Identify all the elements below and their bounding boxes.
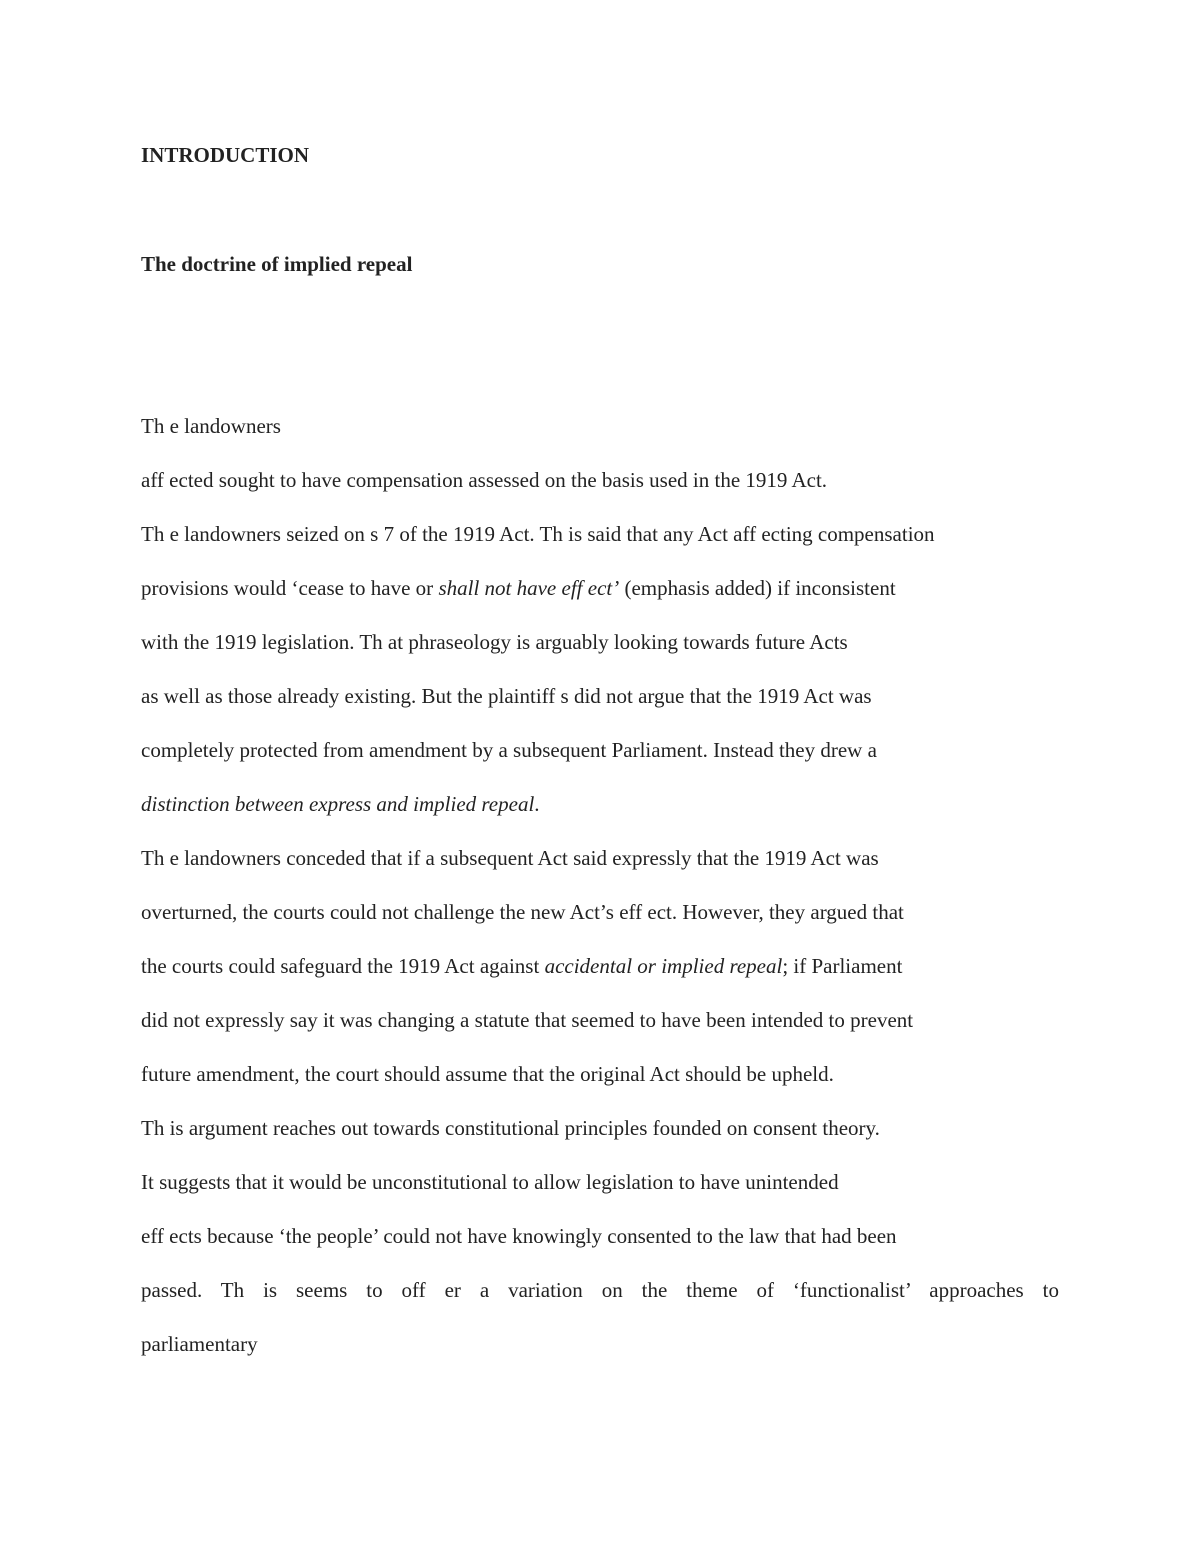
text-run: the courts could safeguard the 1919 Act against bbox=[141, 954, 545, 978]
text-line bbox=[141, 521, 935, 547]
text-run: aff ected sought to have compensation assessed on the basis used in the 1919 Act. bbox=[141, 468, 828, 492]
text-line bbox=[141, 791, 540, 817]
text-run: parliamentary bbox=[141, 1332, 258, 1356]
text-line bbox=[141, 845, 879, 871]
text-line bbox=[141, 575, 896, 601]
text-run: Th e landowners bbox=[141, 414, 281, 438]
text-line bbox=[141, 737, 877, 763]
text-line bbox=[141, 1169, 839, 1195]
emphasized-text: distinction between express and implied repeal bbox=[141, 792, 535, 816]
text-run: provisions would ‘cease to have or bbox=[141, 576, 439, 600]
text-run: It suggests that it would be unconstitutional to allow legislation to have unintended bbox=[141, 1170, 839, 1194]
text-run: eff ects because ‘the people’ could not have knowingly consented to the law that had been bbox=[141, 1224, 897, 1248]
text-run: as well as those already existing. But the plaintiff s did not argue that the 1919 Act was bbox=[141, 684, 872, 708]
text-line bbox=[141, 413, 281, 439]
text-line bbox=[141, 1223, 897, 1249]
section-heading: The doctrine of implied repeal bbox=[141, 252, 413, 276]
text-line bbox=[141, 467, 827, 493]
text-line bbox=[141, 1277, 1059, 1303]
text-line bbox=[141, 629, 848, 655]
text-line bbox=[141, 1331, 258, 1357]
emphasized-text: shall not have eff ect’ bbox=[438, 576, 620, 600]
text-run: Th e landowners conceded that if a subsequent Act said expressly that the 1919 Act was bbox=[141, 846, 879, 870]
text-run: Th is argument reaches out towards constitutional principles founded on consent theory. bbox=[141, 1116, 880, 1140]
text-line bbox=[141, 1115, 880, 1141]
text-line bbox=[141, 953, 902, 979]
text-run: with the 1919 legislation. Th at phraseology is arguably looking towards future Acts bbox=[141, 630, 848, 654]
text-run: future amendment, the court should assume that the original Act should be upheld. bbox=[141, 1062, 834, 1086]
page-title: INTRODUCTION bbox=[141, 143, 310, 167]
text-line bbox=[141, 1007, 913, 1033]
text-line bbox=[141, 683, 872, 709]
text-run: overturned, the courts could not challenge the new Act’s eff ect. However, they argued that bbox=[141, 900, 904, 924]
text-run: Th e landowners seized on s 7 of the 1919 Act. Th is said that any Act aff ecting compensation bbox=[141, 522, 935, 546]
text-line bbox=[141, 899, 904, 925]
text-run: . bbox=[534, 792, 540, 816]
text-run: completely protected from amendment by a subsequent Parliament. Instead they drew a bbox=[141, 738, 877, 762]
emphasized-text: accidental or implied repeal bbox=[544, 954, 783, 978]
text-line bbox=[141, 1061, 834, 1087]
text-run: ; if Parliament bbox=[782, 954, 903, 978]
text-run: (emphasis added) if inconsistent bbox=[619, 576, 896, 600]
text-run: did not expressly say it was changing a statute that seemed to have been intended to prevent bbox=[141, 1008, 914, 1032]
text-run: passed. Th is seems to off er a variation on the theme of ‘functionalist’ approaches to bbox=[141, 1278, 1059, 1302]
